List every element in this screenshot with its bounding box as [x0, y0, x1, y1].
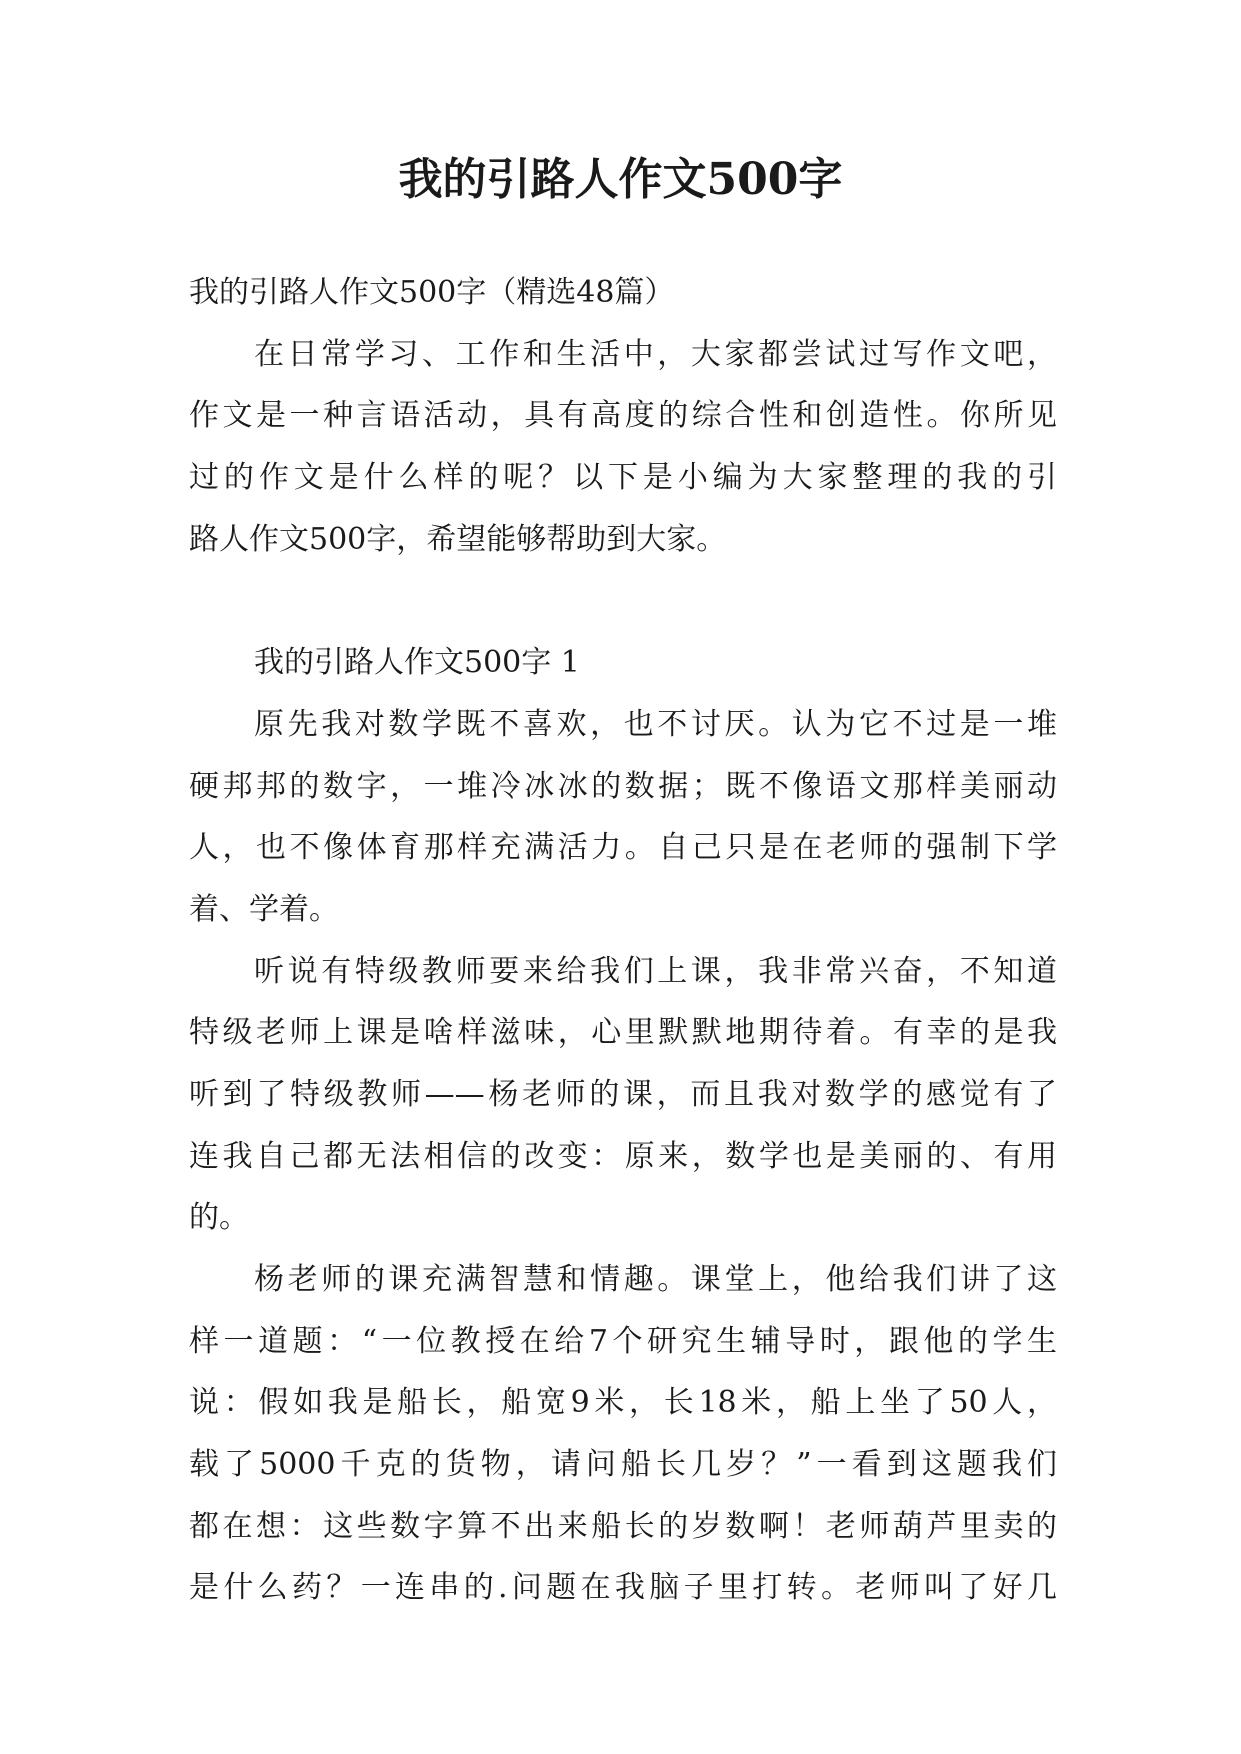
paragraph-line: 原先我对数学既不喜欢，也不讨厌。认为它不过是一堆	[254, 706, 1057, 742]
paragraph-line: 听说有特级教师要来给我们上课，我非常兴奋，不知道	[254, 953, 1057, 989]
paragraph-line: 的。	[189, 1200, 249, 1236]
paragraph-line: 样一道题：“一位教授在给7个研究生辅导时，跟他的学生	[189, 1323, 1057, 1359]
intro-line: 路人作文500字，希望能够帮助到大家。	[189, 521, 727, 557]
blank-line	[189, 570, 1057, 632]
paragraph-line: 连我自己都无法相信的改变：原来，数学也是美丽的、有用	[189, 1138, 1057, 1174]
paragraph-line: 是什么药？一连串的.问题在我脑子里打转。老师叫了好几	[189, 1570, 1057, 1606]
document-title: 我的引路人作文500字	[398, 154, 843, 205]
paragraph-1	[189, 694, 1057, 941]
paragraph-line: 硬邦邦的数字，一堆冷冰冰的数据；既不像语文那样美丽动	[189, 768, 1057, 804]
intro-line: 过的作文是什么样的呢？以下是小编为大家整理的我的引	[189, 460, 1057, 496]
paragraph-line: 人，也不像体育那样充满活力。自己只是在老师的强制下学	[189, 830, 1057, 866]
paragraph-line: 载了5000千克的货物，请问船长几岁？”一看到这题我们	[189, 1447, 1057, 1483]
intro-line: 在日常学习、工作和生活中，大家都尝试过写作文吧，	[254, 336, 1057, 372]
paragraph-line: 都在想：这些数字算不出来船长的岁数啊！老师葫芦里卖的	[189, 1508, 1057, 1544]
paragraph-3	[189, 1249, 1057, 1619]
document-subtitle: 我的引路人作文500字（精选48篇）	[189, 275, 675, 310]
intro-paragraph	[189, 324, 1057, 571]
section-heading: 我的引路人作文500字 1	[254, 645, 580, 681]
paragraph-2	[189, 941, 1057, 1249]
paragraph-line: 特级老师上课是啥样滋味，心里默默地期待着。有幸的是我	[189, 1015, 1057, 1051]
paragraph-line: 说：假如我是船长，船宽9米，长18米，船上坐了50人，	[189, 1385, 1057, 1421]
paragraph-line: 听到了特级教师——杨老师的课，而且我对数学的感觉有了	[189, 1076, 1057, 1112]
paragraph-line: 着、学着。	[189, 891, 339, 927]
intro-line: 作文是一种言语活动，具有高度的综合性和创造性。你所见	[189, 398, 1057, 434]
document-body	[189, 262, 1057, 1619]
paragraph-line: 杨老师的课充满智慧和情趣。课堂上，他给我们讲了这	[254, 1262, 1057, 1297]
